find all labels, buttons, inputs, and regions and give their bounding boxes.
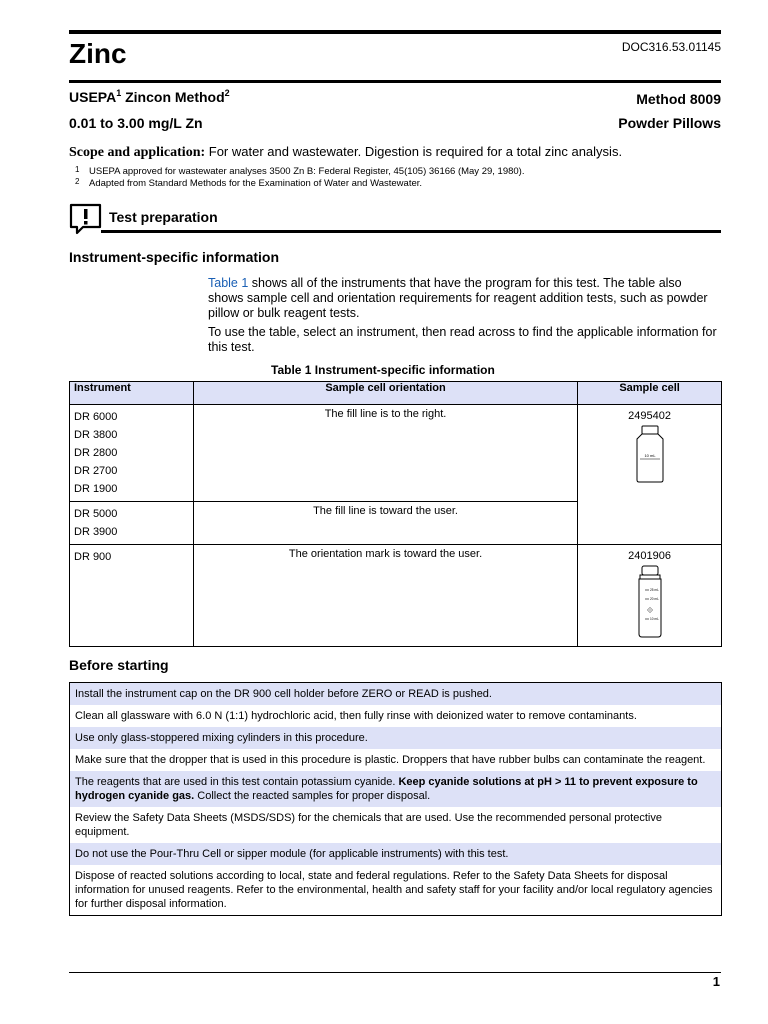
list-item-text: Dispose of reacted solutions according to local, state and federal regulations. Refer to the Safety Data Sheets for disposal information for unused reagents. Refer to the environmental, health and safety staff for your facility and/or local regulatory agencies for further disposal information. — [70, 865, 722, 916]
cell-volume-label: 10 mL — [644, 453, 656, 458]
table-row — [70, 405, 722, 502]
page-title: Zinc — [69, 38, 127, 69]
cyanide-pre: The reagents that are used in this test contain potassium cyanide. — [75, 776, 399, 788]
doc-id: DOC316.53.01145 — [621, 40, 721, 54]
section-rule — [101, 230, 721, 233]
page-number: 1 — [712, 974, 720, 989]
cyanide-warning — [70, 771, 722, 807]
cell-mark-label: 25 mL — [649, 588, 659, 592]
list-item — [70, 727, 722, 749]
table-caption: Table 1 Instrument-specific information — [271, 363, 495, 377]
method-number: Method 8009 — [636, 91, 721, 107]
cell-mark-label: 20 mL — [649, 597, 659, 601]
footnote-ref-1: 1 — [116, 88, 122, 98]
round-sample-cell-icon — [632, 564, 668, 640]
sample-cell-number: 2401906 — [628, 550, 671, 562]
scope-label: Scope and application: — [69, 145, 206, 160]
cyanide-post: Collect the reacted samples for proper disposal. — [194, 790, 431, 802]
footnote-1 — [75, 165, 524, 177]
cell-mark-label: 10 mL — [649, 617, 659, 621]
list-item — [70, 683, 722, 706]
instrument-info-para-2: To use the table, select an instrument, then read across to find the applicable information for this test. — [208, 325, 717, 354]
instrument-info-para-1 — [208, 276, 720, 321]
footnote-number: 1 — [75, 165, 80, 174]
table-row — [70, 545, 722, 647]
warning-speech-icon — [69, 203, 103, 235]
list-item — [70, 749, 722, 771]
orientation-cell: The fill line is to the right. — [193, 405, 577, 502]
top-rule — [69, 30, 721, 34]
list-item — [70, 807, 722, 843]
cyanide-bold: Keep cyanide solutions at pH > 11 to prevent exposure to hydrogen cyanide gas. — [75, 776, 698, 802]
instrument-name: DR 2700 — [74, 465, 118, 477]
instrument-name: DR 1900 — [74, 483, 118, 495]
method-format: Powder Pillows — [618, 115, 721, 131]
method-range: 0.01 to 3.00 mg/L Zn — [69, 115, 203, 131]
title-rule — [69, 80, 721, 83]
square-sample-cell-icon — [632, 424, 668, 484]
section-test-preparation — [69, 203, 721, 233]
list-item-text: Clean all glassware with 6.0 N (1:1) hydrochloric acid, then fully rinse with deionized water to remove contaminants. — [70, 705, 722, 727]
instrument-table — [69, 381, 722, 647]
list-item-text: Use only glass-stoppered mixing cylinders in this procedure. — [70, 727, 722, 749]
instrument-info-heading: Instrument-specific information — [69, 249, 280, 265]
instrument-cell — [70, 405, 194, 502]
list-item — [70, 771, 722, 807]
column-header-instrument: Instrument — [70, 382, 194, 405]
method-title — [69, 89, 230, 105]
instrument-cell — [70, 502, 194, 545]
sample-cell-number: 2495402 — [628, 410, 671, 422]
list-item-text: Review the Safety Data Sheets (MSDS/SDS) for the chemicals that are used. Use the recommended personal protective equipment. — [70, 807, 722, 843]
instrument-name: DR 3900 — [74, 526, 118, 538]
footer-rule — [69, 972, 721, 973]
list-item — [70, 865, 722, 916]
footnote-number: 2 — [75, 177, 80, 186]
instrument-cell — [70, 545, 194, 647]
instrument-name: DR 3800 — [74, 429, 118, 441]
orientation-cell: The fill line is toward the user. — [193, 502, 577, 545]
column-header-orientation: Sample cell orientation — [193, 382, 577, 405]
footnote-ref-2: 2 — [224, 88, 230, 98]
sample-cell-1 — [578, 405, 722, 545]
table-1-link[interactable]: Table 1 — [208, 276, 249, 290]
para-1-text: shows all of the instruments that have the program for this test. The table also shows sample cell and orientation requirements for reagent addition tests, such as powder pillow or bulk reagent tests. — [208, 276, 708, 320]
instrument-name: DR 6000 — [74, 411, 118, 423]
footnote-text: Adapted from Standard Methods for the Examination of Water and Wastewater. — [89, 178, 423, 189]
instrument-name: DR 900 — [74, 551, 112, 563]
list-item-text: Do not use the Pour-Thru Cell or sipper module (for applicable instruments) with this test. — [70, 843, 722, 865]
scope-line — [69, 144, 622, 161]
list-item-text: Install the instrument cap on the DR 900 cell holder before ZERO or READ is pushed. — [70, 683, 722, 706]
method-prefix: USEPA — [69, 89, 117, 105]
column-header-sample-cell: Sample cell — [578, 382, 722, 405]
before-starting-heading: Before starting — [69, 657, 169, 673]
scope-text: For water and wastewater. Digestion is required for a total zinc analysis. — [205, 144, 623, 159]
section-title: Test preparation — [109, 209, 218, 225]
list-item-text: Make sure that the dropper that is used in this procedure is plastic. Droppers that have rubber bulbs can contaminate the reagent. — [70, 749, 722, 771]
footnote-2 — [75, 177, 422, 189]
before-starting-table — [69, 682, 722, 916]
list-item — [70, 705, 722, 727]
table-header-row — [70, 382, 722, 405]
list-item — [70, 843, 722, 865]
method-name: Zincon Method — [121, 89, 225, 105]
instrument-name: DR 5000 — [74, 508, 118, 520]
sample-cell-2 — [578, 545, 722, 647]
instrument-name: DR 2800 — [74, 447, 118, 459]
footnote-text: USEPA approved for wastewater analyses 3500 Zn B: Federal Register, 45(105) 36166 (May 29, 1980). — [89, 166, 525, 177]
orientation-cell: The orientation mark is toward the user. — [193, 545, 577, 647]
